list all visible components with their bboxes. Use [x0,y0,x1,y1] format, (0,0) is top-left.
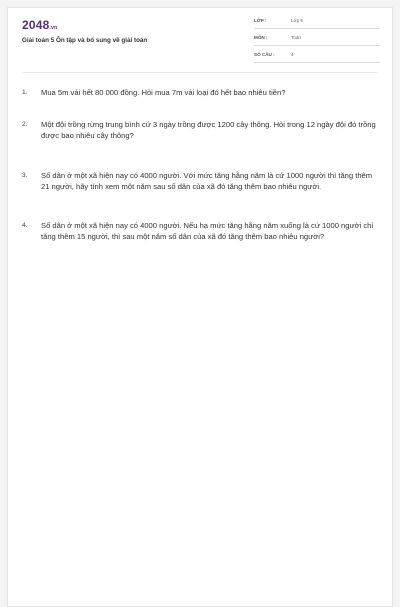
question-text: Mua 5m vải hết 80 000 đồng. Hỏi mua 7m vải loại đó hết bao nhiêu tiền? [41,88,286,97]
header-divider [22,72,378,73]
meta-grade-row [254,14,380,29]
meta-question-count-value: 4 [291,52,294,57]
meta-question-count-row [254,48,380,63]
meta-grade-value: Lớp 5 [291,18,303,23]
question-text: Số dân ở một xã hiện nay có 4000 người. Nếu hạ mức tăng hằng năm xuống là cứ 1000 người chỉ tăng thêm 15 người, thì sau một năm số dân của xã đó tăng thêm bao nhiêu người? [41,220,374,241]
meta-subject-label: MÔN : [254,35,268,40]
question-number: 2. [22,120,28,128]
meta-grade-label: LỚP : [254,18,267,23]
question-number: 3. [22,171,28,179]
question-item [22,119,376,142]
meta-subject-row [254,31,380,46]
logo-main-text: 2048 [22,18,50,32]
question-item [22,220,376,243]
question-list [22,84,376,243]
question-item [22,87,376,99]
site-logo[interactable] [22,18,57,32]
worksheet-page [7,7,393,607]
document-title: Giải toán 5 Ôn tập và bổ sung về giải toán [22,37,148,44]
logo-domain-text: .vn [49,25,58,31]
question-number: 1. [22,89,28,96]
meta-subject-value: Toán [291,35,301,40]
question-text: Một đội trồng rừng trung bình cứ 3 ngày trồng được 1200 cây thông. Hỏi trong 12 ngày đội đó trồng được bao nhiêu cây thông? [41,119,376,140]
question-item [22,170,376,193]
question-number: 4. [22,221,28,229]
question-text: Số dân ở một xã hiện nay có 4000 người. Với mức tăng hằng năm là cứ 1000 người thì tăng thêm 21 người, hãy tính xem một năm sau số dân của xã đó tăng thêm bao nhiêu người. [41,170,373,191]
meta-question-count-label: SỐ CÂU : [254,52,275,57]
worksheet-header [8,8,392,70]
